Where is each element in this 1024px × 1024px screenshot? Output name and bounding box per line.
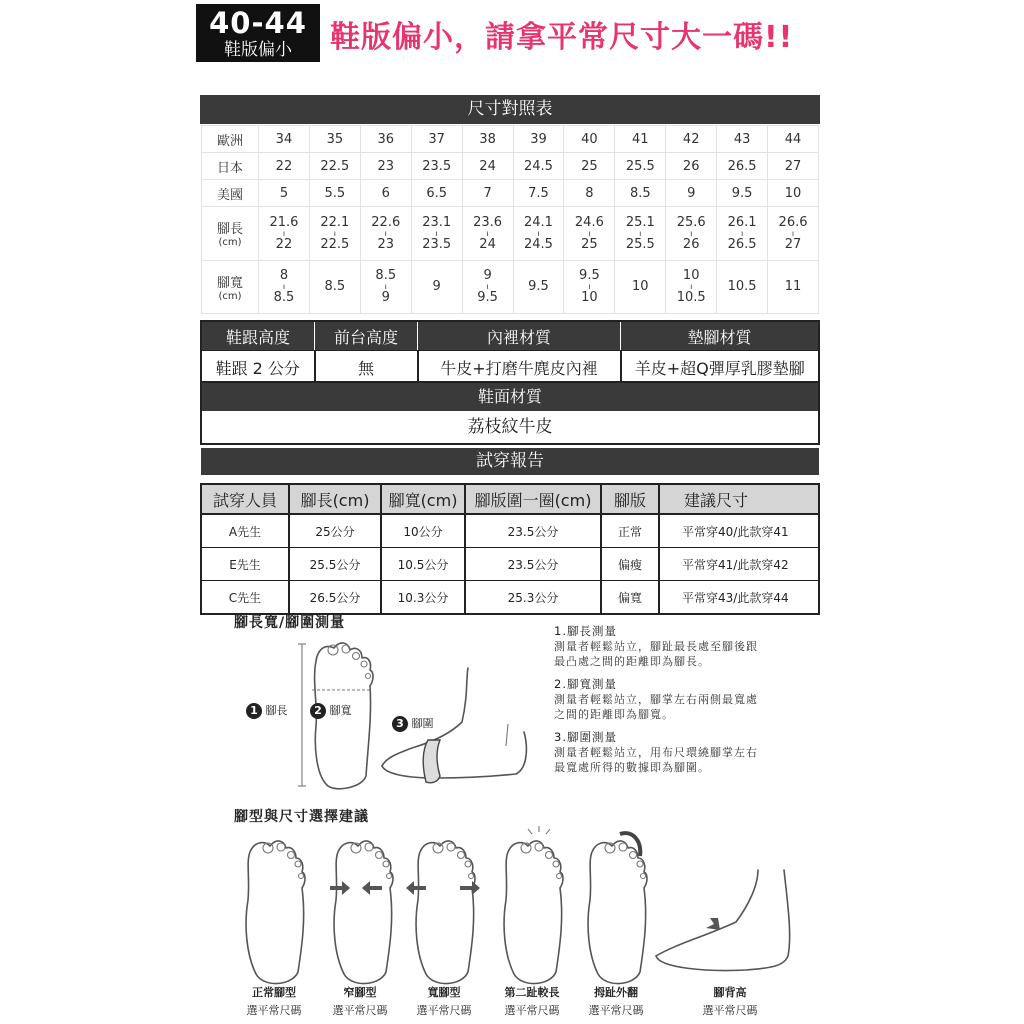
foot-type-narrow: 窄腳型 選平常尺碼 [332, 986, 388, 1017]
range-tick: ı [791, 228, 795, 238]
trial-cell: 偏瘦 [601, 548, 659, 581]
foot-long-second-toe-icon [504, 841, 563, 984]
size-cell: 8 [564, 180, 615, 207]
foot-type-high-instep: 腳背高 選平常尺碼 [702, 986, 758, 1017]
range-tick: ı [740, 228, 744, 238]
header-lining: 內裡材質 [418, 321, 621, 351]
trial-cell: 平常穿43/此款穿44 [682, 590, 789, 605]
size-range-value: 21.6 [269, 214, 299, 230]
foot-wide-icon [416, 841, 475, 984]
range-tick: ı [384, 228, 387, 238]
size-range-value: 8.5 [375, 268, 397, 283]
size-range-value: 23.6 [473, 214, 503, 230]
size-cell [717, 261, 768, 314]
size-cell: 23 [360, 153, 411, 180]
size-range-value: 22.6 [371, 214, 401, 230]
size-range-value: 26 [682, 236, 700, 252]
size-cell [411, 207, 462, 261]
size-cell [666, 207, 717, 261]
size-row-width [202, 261, 819, 314]
trial-cell: 平常穿41/此款穿42 [659, 548, 819, 581]
size-row [202, 126, 819, 153]
size-row-label [202, 207, 259, 261]
size-cell: 36 [360, 126, 411, 153]
size-range-value: 9 [381, 290, 390, 305]
marker-label: 腳長 [265, 704, 288, 717]
size-cell: 43 [717, 126, 768, 153]
arrow-right-icon [460, 881, 480, 895]
size-cell: 22.5 [309, 153, 360, 180]
note-width: 2.腳寬測量 測量者輕鬆站立，腳掌左右兩側最寬處 之間的距離即為腳寬。 [554, 677, 758, 721]
upper-material-title: 鞋面材質 [202, 383, 818, 411]
size-cell [564, 207, 615, 261]
note-length: 1.腳長測量 測量者輕鬆站立，腳趾最長處至腳後跟 最凸處之間的距離即為腳長。 [554, 624, 758, 668]
marker-length [246, 702, 288, 719]
size-cell [666, 261, 717, 314]
size-range-value: 27 [784, 236, 802, 252]
size-range-value: 10.5 [727, 279, 757, 294]
foot-bunion-icon [588, 841, 647, 984]
size-range-value: 26.1 [727, 214, 757, 230]
size-row-label: 美國 [202, 180, 259, 207]
marker-label: 腳圍 [411, 717, 434, 730]
size-range-value: 26.5 [727, 236, 757, 252]
marker-width [310, 702, 352, 719]
size-cell: 6 [360, 180, 411, 207]
trial-cell: 25公分 [289, 514, 381, 548]
foot-type-normal: 正常腳型 選平常尺碼 [246, 986, 302, 1017]
range-tick: ı [384, 282, 387, 291]
size-cell: 7 [462, 180, 513, 207]
range-tick: ı [588, 228, 591, 238]
size-range-value: 11 [784, 279, 802, 294]
note-girth: 3.腳圍測量 測量者輕鬆站立，用布尺環繞腳掌左右 最寬處所得的數據即為腳圍。 [554, 730, 758, 774]
trial-cell: 10.5公分 [381, 548, 465, 581]
range-tick: ı [282, 282, 286, 291]
trial-cell: 23.5公分 [465, 514, 601, 548]
size-range-value: 9 [483, 268, 492, 283]
size-range-value: 25.6 [676, 214, 706, 230]
trial-cell: 26.5公分 [289, 581, 381, 615]
trial-cell: 25.5公分 [289, 548, 381, 581]
size-cell [411, 261, 462, 314]
size-cell: 25.5 [615, 153, 666, 180]
size-range-value: 8 [279, 268, 289, 283]
foot-type-labels [236, 984, 816, 1020]
size-cell: 25 [564, 153, 615, 180]
marker-girth [392, 715, 434, 732]
size-cell [768, 207, 819, 261]
trial-cell: 10.3公分 [381, 581, 465, 615]
size-cell [615, 207, 666, 261]
row-label-text: 腳寬 [216, 275, 243, 291]
measure-notes [554, 624, 804, 775]
trial-header: 腳長(cm) [289, 484, 381, 514]
marker-number: 2 [310, 703, 326, 719]
size-chart-title: 尺寸對照表 [200, 95, 820, 124]
size-cell: 7.5 [513, 180, 564, 207]
size-cell: 6.5 [411, 180, 462, 207]
foot-type-bunion: 拇趾外翻 選平常尺碼 [588, 986, 644, 1017]
size-cell: 5 [259, 180, 310, 207]
size-range-value: 10 [581, 290, 598, 305]
size-cell: 5.5 [309, 180, 360, 207]
arrow-right-icon [330, 881, 350, 895]
size-range-value: 25 [581, 236, 598, 252]
size-range-value: 24 [479, 236, 496, 252]
foot-narrow-icon [334, 841, 393, 984]
size-cell: 40 [564, 126, 615, 153]
size-cell: 39 [513, 126, 564, 153]
trial-header: 腳寬(cm) [381, 484, 465, 514]
foot-type-long-second-toe: 第二趾較長 選平常尺碼 [504, 986, 560, 1017]
size-cell: 41 [615, 126, 666, 153]
size-range-value: 10.5 [676, 290, 706, 305]
row-unit: (cm) [218, 290, 242, 302]
trial-cell: 23.5公分 [465, 548, 601, 581]
trial-row [201, 548, 819, 581]
foot-normal-icon [246, 841, 305, 984]
trial-cell: 10公分 [381, 514, 465, 548]
size-cell: 10 [768, 180, 819, 207]
size-range-value: 24.5 [524, 236, 553, 252]
insole-value: 羊皮+超Q彈厚乳膠墊腳 [621, 351, 820, 386]
range-tick: ı [690, 228, 693, 238]
trial-report-table [200, 483, 820, 615]
range-tick: ı [333, 228, 336, 238]
trial-header: 腳版 [601, 484, 659, 514]
size-cell: 27 [768, 153, 819, 180]
size-range: 40-44 [209, 6, 307, 40]
size-row [202, 153, 819, 180]
trial-cell: 平常穿40/此款穿41 [659, 514, 819, 548]
marker-number: 3 [392, 716, 408, 732]
size-cell: 26 [666, 153, 717, 180]
size-cell [259, 207, 310, 261]
trial-cell: 偏寬 [601, 581, 659, 615]
size-warning: 鞋版偏小，請拿平常尺寸大一碼!! [330, 20, 794, 55]
size-cell: 24 [462, 153, 513, 180]
size-cell: 37 [411, 126, 462, 153]
size-cell [768, 261, 819, 314]
size-cell: 22 [259, 153, 310, 180]
trial-row [201, 581, 819, 615]
header-heel-height: 鞋跟高度 [201, 321, 315, 351]
size-range-value: 22.1 [320, 214, 350, 230]
size-range-value: 8.5 [324, 279, 346, 294]
front-height-value: 無 [315, 351, 418, 386]
size-cell [462, 207, 513, 261]
size-cell: 9 [666, 180, 717, 207]
row-label-text: 腳長 [216, 222, 243, 237]
header-front-height: 前台高度 [315, 321, 418, 351]
row-unit: (cm) [218, 237, 242, 248]
size-cell [513, 207, 564, 261]
size-range-value: 23.1 [422, 214, 452, 230]
size-cell [309, 207, 360, 261]
size-range-value: 9 [432, 279, 441, 294]
trial-cell: 25.3公分 [465, 581, 601, 615]
size-range-value: 25.1 [625, 214, 655, 230]
size-range-badge [196, 4, 320, 62]
range-tick: ı [537, 228, 540, 238]
size-range-value: 23 [377, 236, 395, 252]
trial-header: 試穿人員 [201, 484, 289, 514]
trial-cell: 正常 [601, 514, 659, 548]
size-cell [462, 261, 513, 314]
size-cell: 35 [309, 126, 360, 153]
range-tick: ı [486, 228, 489, 238]
upper-material-box [200, 381, 820, 445]
materials-table [200, 320, 820, 386]
size-cell [309, 261, 360, 314]
size-range-value: 9.5 [579, 268, 600, 283]
size-range-value: 9.5 [528, 279, 549, 294]
size-cell: 26.5 [717, 153, 768, 180]
size-cell: 9.5 [717, 180, 768, 207]
heel-height-value: 鞋跟 2 公分 [201, 351, 315, 386]
foot-types-title: 腳型與尺寸選擇建議 [234, 809, 369, 825]
size-row-label: 歐洲 [202, 126, 259, 153]
trial-header: 腳版圍一圈(cm) [465, 484, 601, 514]
measure-title: 腳長寬/腳圍測量 [234, 615, 346, 631]
range-tick: ı [282, 228, 286, 238]
size-note: 鞋版偏小 [224, 40, 292, 60]
trial-cell: A先生 [201, 514, 289, 548]
size-range-value: 26.6 [778, 214, 808, 230]
size-cell: 23.5 [411, 153, 462, 180]
size-cell [360, 261, 411, 314]
size-range-value: 24.6 [574, 214, 604, 230]
foot-high-instep-icon [656, 870, 758, 956]
size-cell [615, 261, 666, 314]
size-chart-table [201, 125, 819, 314]
size-range-value: 9.5 [477, 290, 498, 305]
size-range-value: 22.5 [320, 236, 350, 252]
size-range-value: 10 [682, 268, 700, 283]
size-cell: 38 [462, 126, 513, 153]
marker-number: 1 [246, 703, 262, 719]
trial-report-title: 試穿報告 [201, 448, 819, 475]
lining-value: 牛皮+打磨牛麂皮內裡 [418, 351, 621, 386]
size-range-value: 24.1 [524, 214, 553, 230]
size-range-value: 22 [275, 236, 293, 252]
size-cell: 24.5 [513, 153, 564, 180]
size-cell: 44 [768, 126, 819, 153]
trial-cell: E先生 [201, 548, 289, 581]
range-tick: ı [639, 228, 642, 238]
size-cell: 42 [666, 126, 717, 153]
header-insole: 墊腳材質 [621, 321, 820, 351]
trial-header: 建議尺寸 [659, 484, 819, 514]
arrow-left-icon [406, 881, 426, 895]
size-range-value: 25.5 [625, 236, 655, 252]
marker-label: 腳寬 [329, 704, 352, 717]
size-cell [717, 207, 768, 261]
size-cell [513, 261, 564, 314]
range-tick: ı [690, 282, 693, 291]
trial-cell: C先生 [201, 581, 289, 615]
trial-row [201, 514, 819, 548]
range-tick: ı [486, 282, 489, 291]
size-cell [564, 261, 615, 314]
upper-material-value: 荔枝紋牛皮 [467, 417, 553, 437]
arrow-up-icon [706, 918, 720, 930]
foot-type-wide: 寬腳型 選平常尺碼 [416, 986, 472, 1017]
size-row-length [202, 207, 819, 261]
size-cell: 8.5 [615, 180, 666, 207]
size-row-label: 日本 [202, 153, 259, 180]
size-range-value: 10 [632, 279, 649, 294]
size-row-label [202, 261, 259, 314]
arrow-left-icon [362, 881, 382, 895]
range-tick: ı [588, 282, 591, 291]
size-range-value: 8.5 [273, 290, 295, 305]
size-row [202, 180, 819, 207]
size-cell: 34 [259, 126, 310, 153]
range-tick: ı [435, 228, 438, 238]
size-cell [360, 207, 411, 261]
size-range-value: 23.5 [422, 236, 452, 252]
foot-types-illustration [236, 826, 796, 986]
size-cell [259, 261, 310, 314]
